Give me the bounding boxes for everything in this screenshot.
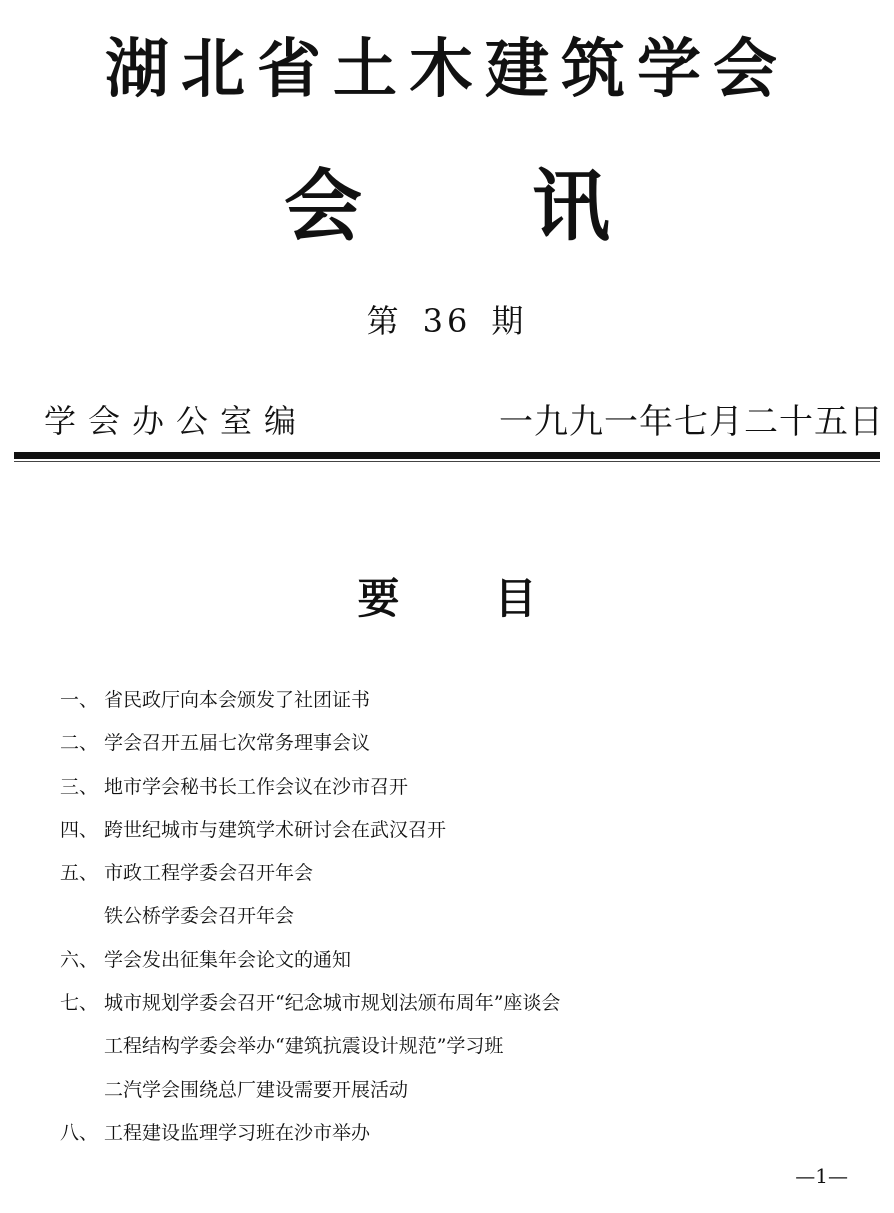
organization-title: 湖北省土木建筑学会: [105, 33, 789, 107]
issue-value: 36: [422, 302, 472, 340]
editor-credit: 学会办公室编: [44, 402, 309, 440]
toc-item-number: 一、: [60, 689, 99, 711]
publication-title-second-char: 讯: [532, 162, 611, 252]
toc-sub-item: [60, 1030, 860, 1073]
toc-item-text: 跨世纪城市与建筑学术研讨会在武汉召开: [104, 818, 447, 841]
toc-heading: [0, 574, 894, 623]
toc-item-text: 省民政厅向本会颁发了社团证书: [104, 689, 371, 711]
toc-item-text: 工程建设监理学习班在沙市举办: [104, 1121, 371, 1144]
toc-item: [60, 684, 860, 727]
toc-item-text: 工程结构学委会举办“建筑抗震设计规范”学习班: [104, 1035, 504, 1058]
publication-title-first-char: 会: [283, 162, 362, 252]
issue-number: [0, 302, 894, 340]
toc-item-text: 铁公桥学委会召开年会: [104, 905, 295, 928]
toc-item: [60, 727, 860, 770]
toc-item: [60, 814, 860, 857]
toc-item-text: 地市学会秘书长工作会议在沙市召开: [104, 775, 409, 798]
toc-item-text: 学会召开五届七次常务理事会议: [104, 732, 371, 755]
toc-item-text: 市政工程学委会召开年会: [104, 862, 314, 885]
toc-heading-second-char: 目: [494, 574, 537, 623]
publication-date: 一九九一年七月二十五日: [499, 402, 884, 442]
toc-item-number: 四、: [60, 818, 99, 841]
toc-item: [60, 771, 860, 814]
toc-item: [60, 944, 860, 987]
toc-item-text: 二汽学会围绕总厂建设需要开展活动: [104, 1078, 409, 1101]
header-divider: [14, 452, 880, 459]
toc-item: [60, 987, 860, 1030]
page-number: —1—: [795, 1164, 848, 1188]
table-of-contents: [60, 684, 860, 1160]
publication-title: [0, 162, 894, 252]
issue-suffix: 期: [491, 302, 528, 340]
toc-item-number: 八、: [60, 1121, 99, 1144]
toc-item-number: 五、: [60, 862, 99, 885]
toc-item-number: 二、: [60, 732, 99, 755]
toc-sub-item: [60, 1074, 860, 1117]
issue-prefix: 第: [366, 302, 403, 340]
header-divider-thin: [14, 461, 880, 462]
toc-item: [60, 857, 860, 900]
toc-sub-item: [60, 900, 860, 943]
toc-heading-first-char: 要: [357, 574, 400, 623]
toc-item-text: 学会发出征集年会论文的通知: [104, 948, 352, 971]
toc-item-text: 城市规划学委会召开“纪念城市规划法颁布周年”座谈会: [104, 992, 561, 1015]
toc-item-number: 六、: [60, 948, 99, 971]
toc-item-number: 七、: [60, 992, 99, 1015]
toc-item: [60, 1117, 860, 1160]
toc-item-number: 三、: [60, 775, 99, 798]
